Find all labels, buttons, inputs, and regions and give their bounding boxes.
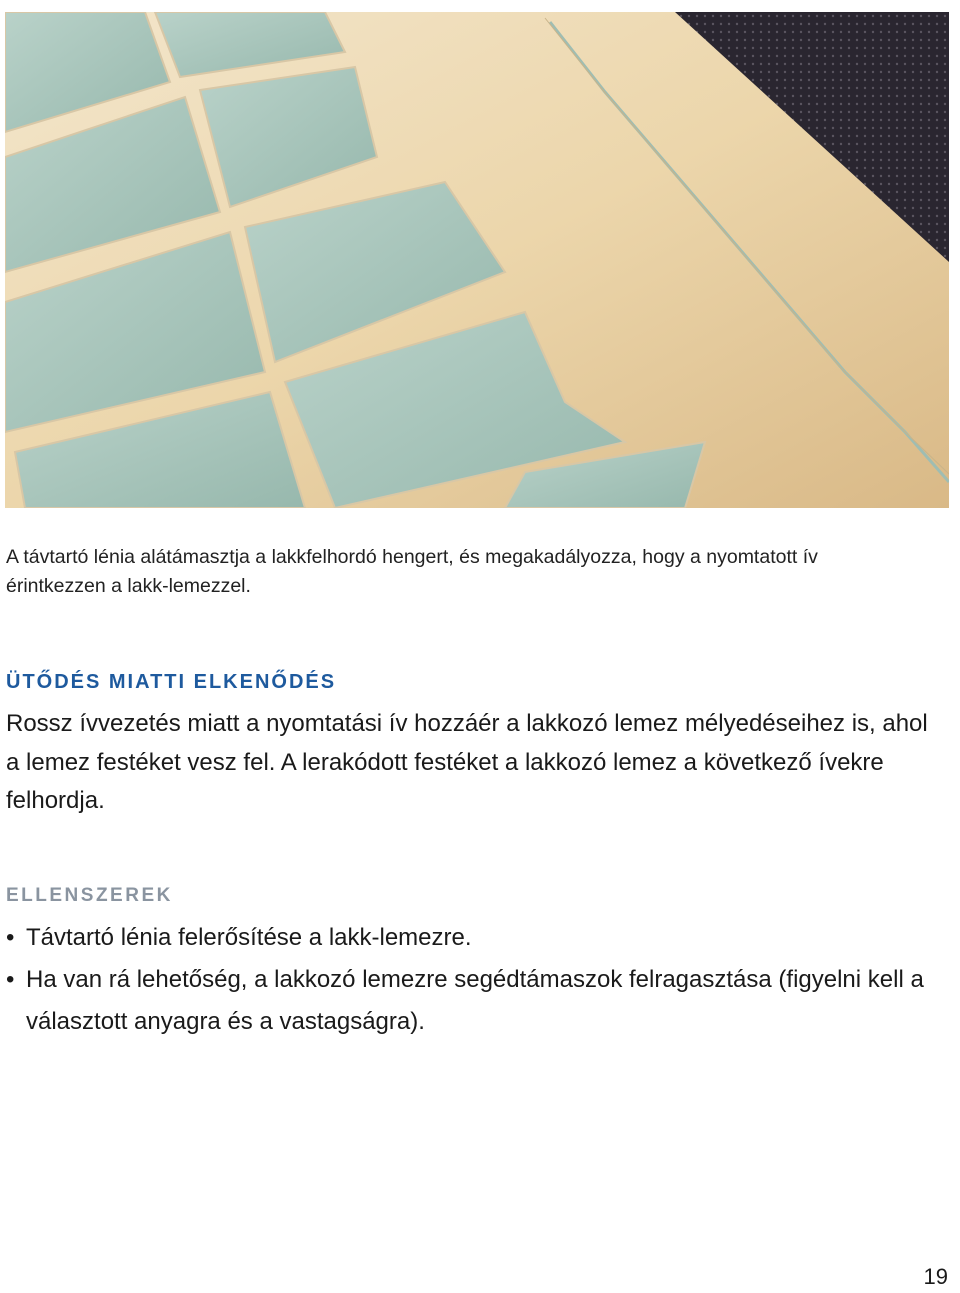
bullet-icon: • [6,966,15,993]
list-item [6,959,946,1043]
photo-caption: A távtartó lénia alátámasztja a lakkfelhordó hengert, és megakadályozza, hogy a nyomtatott ív érintkezzen a lakk-lemezzel. [6,546,818,597]
bullet-icon: • [6,924,15,951]
remedies-heading: ELLENSZEREK [6,885,173,906]
list-item-text: Ha van rá lehetőség, a lakkozó lemezre segédtámaszok felragasztása (figyelni kell a választott anyagra és a vastagságra). [26,966,924,1035]
list-item-text: Távtartó lénia felerősítése a lakk-lemezre. [26,924,472,951]
section-body: Rossz ívvezetés miatt a nyomtatási ív hozzáér a lakkozó lemez mélyedéseihez is, ahol a lemez festéket vesz fel. A lerakódott festéket a lakkozó lemez a következő ívekre felhordja. [6,710,928,814]
list-item [6,917,946,959]
lacquer-plate-photo [5,12,949,508]
section-heading: ÜTŐDÉS MIATTI ELKENŐDÉS [6,671,337,693]
page-number: 19 [923,1264,948,1289]
remedies-list [6,917,946,1043]
